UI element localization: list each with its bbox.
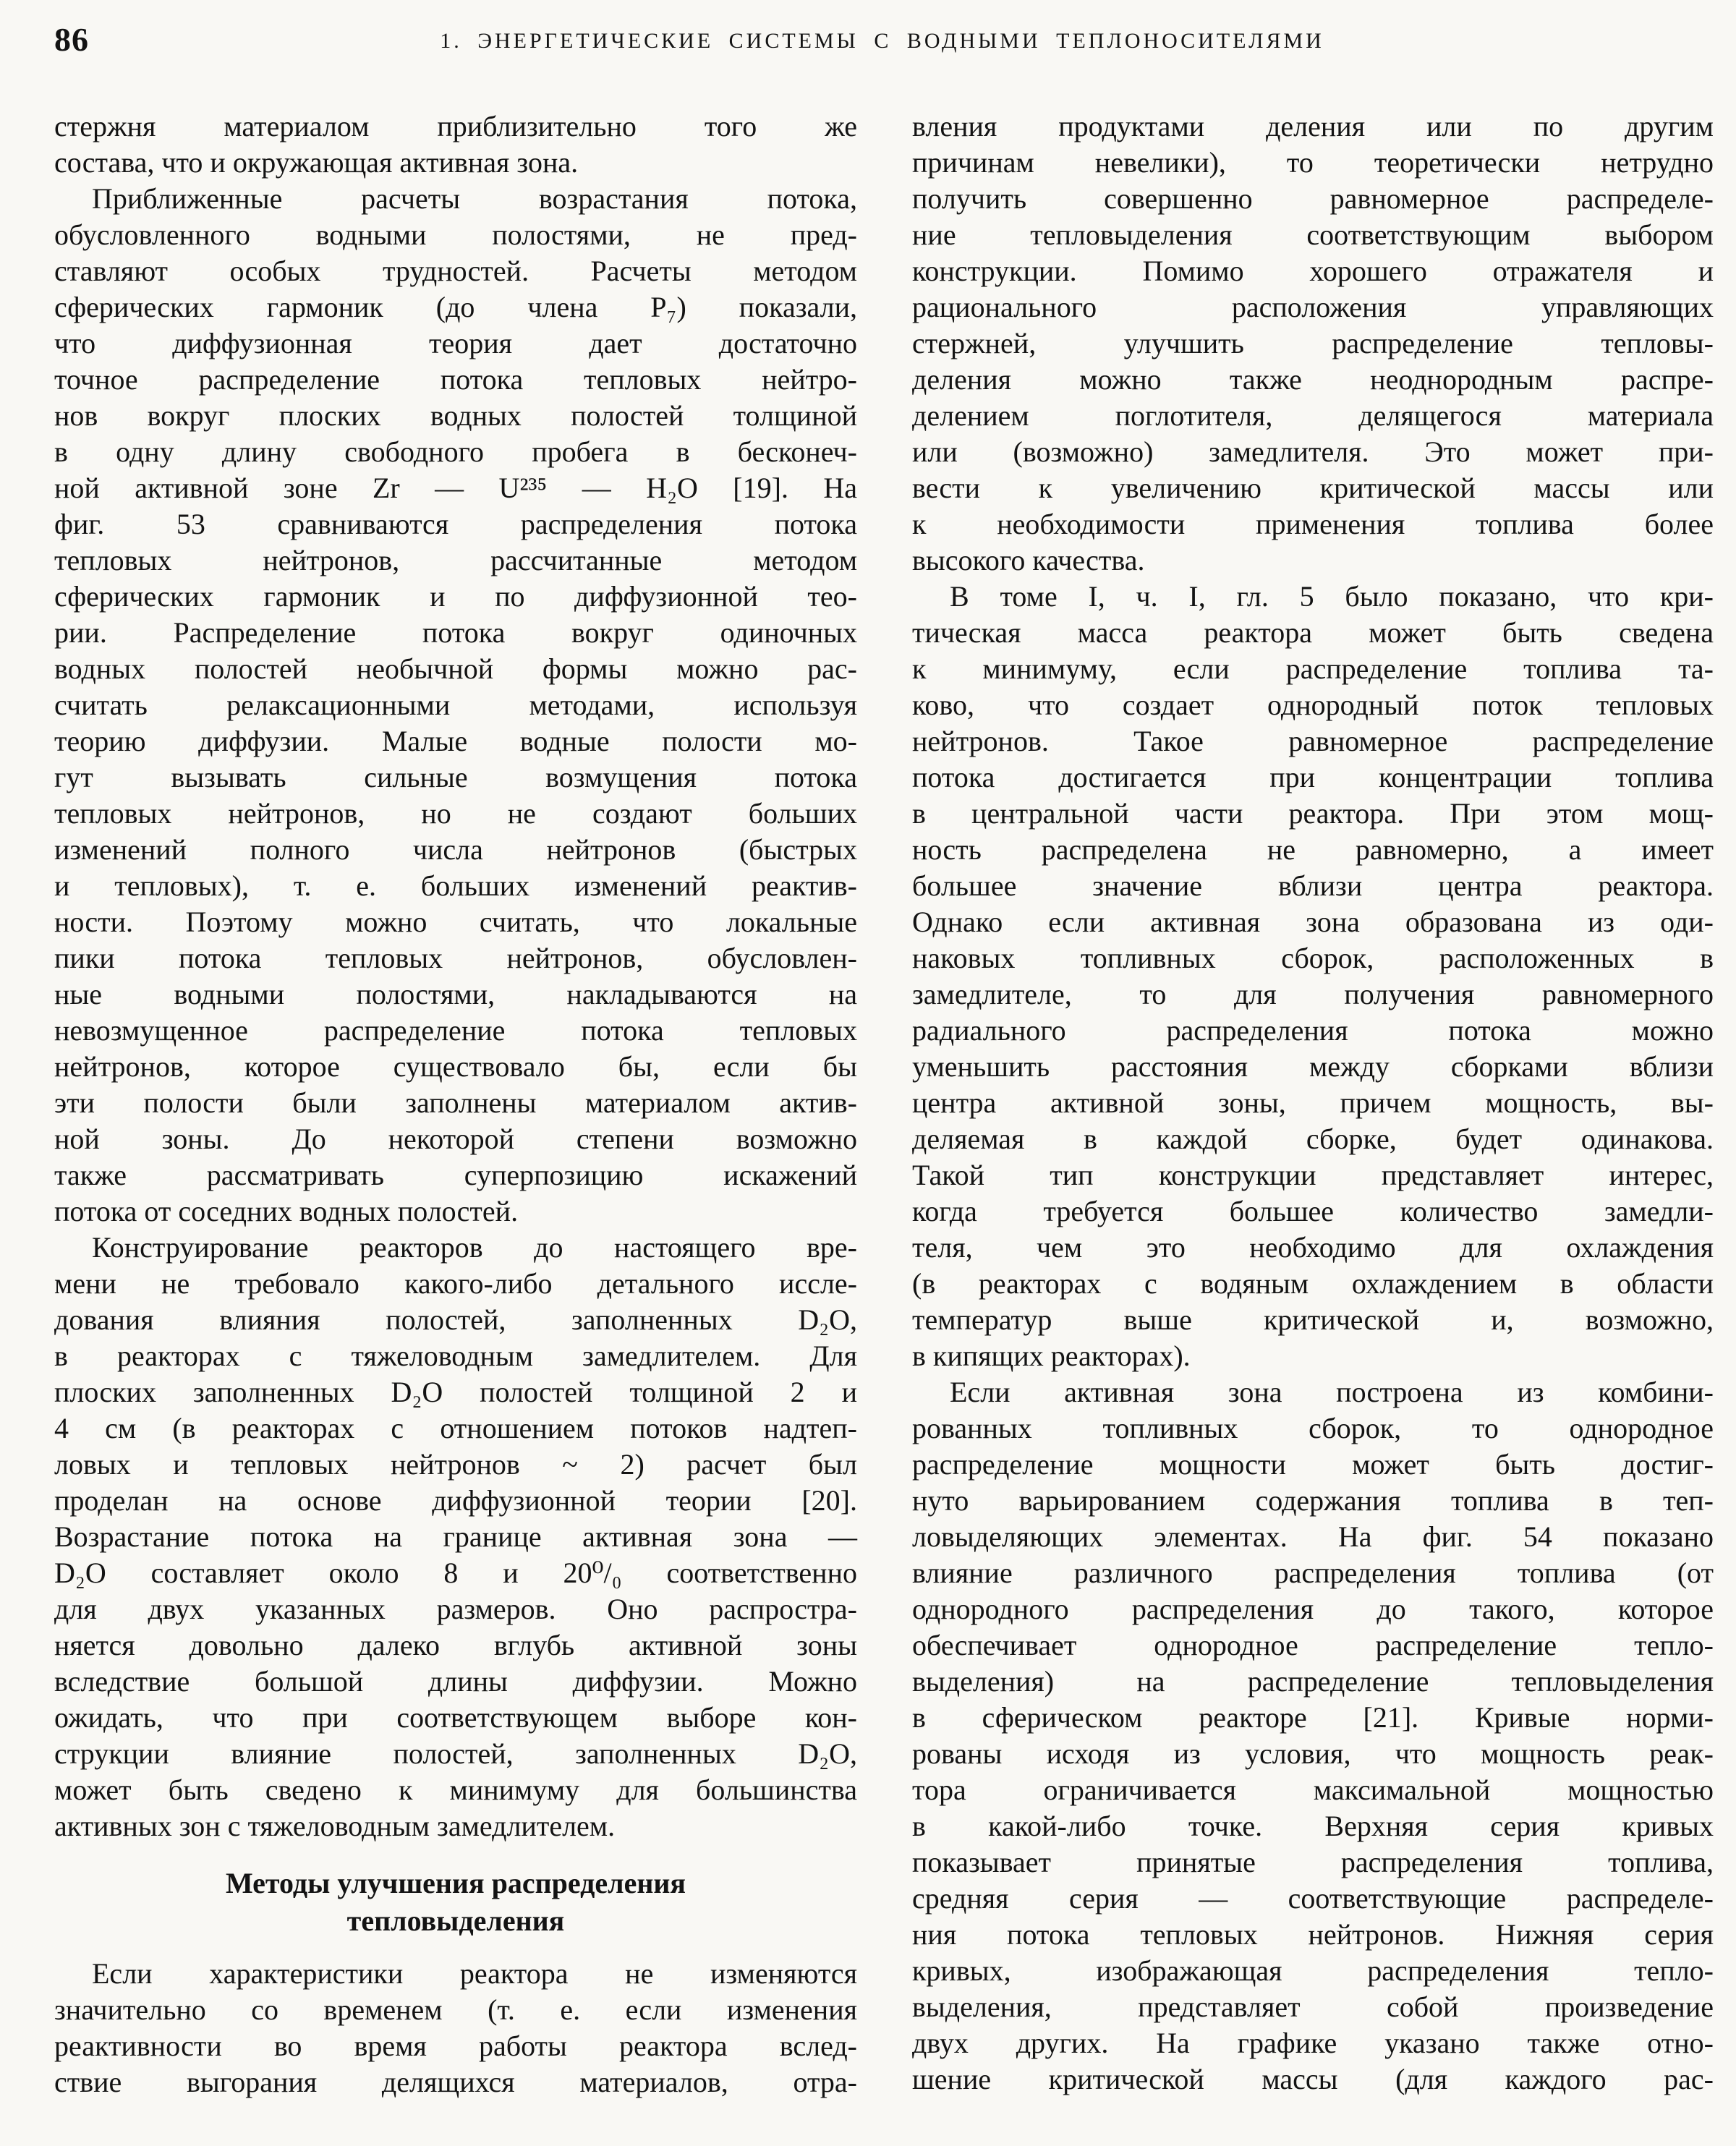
text-line: сферических гармоник и по диффузионной тео- <box>54 580 857 613</box>
text-line: выделения, представляет собой произведение <box>912 1990 1714 2023</box>
text-line: Приближенные расчеты возрастания потока, <box>92 182 857 215</box>
text-line: уменьшить расстояния между сборками вблизи <box>912 1050 1714 1083</box>
paragraph <box>912 579 1714 1374</box>
text-line: тепловых нейтронов, рассчитанные методом <box>54 544 857 576</box>
text-line: рованных топливных сборок, то однородное <box>912 1412 1714 1444</box>
text-line: к необходимости применения топлива более <box>912 508 1714 540</box>
text-line: выделения) на распределение тепловыделения <box>912 1665 1714 1698</box>
text-line: показывает принятые распределения топлива, <box>912 1846 1714 1878</box>
text-line: ставляют особых трудностей. Расчеты методом <box>54 255 857 287</box>
text-line: Возрастание потока на границе активная зона — <box>54 1520 857 1553</box>
text-line: няется довольно далеко вглубь активной зоны <box>54 1629 857 1661</box>
text-line: стержня материалом приблизительно того же <box>54 110 857 142</box>
paragraph <box>54 1956 857 2100</box>
text-line: 4 см (в реакторах с отношением потоков надтеп- <box>54 1412 857 1444</box>
text-line: вести к увеличению критической массы или <box>912 472 1714 504</box>
text-line: Если характеристики реактора не изменяются <box>92 1957 857 1990</box>
text-line: потока достигается при концентрации топлива <box>912 761 1714 793</box>
text-line: высокого качества. <box>912 544 1145 576</box>
text-line: тепловых нейтронов, но не создают больших <box>54 797 857 830</box>
text-line: или (возможно) замедлителя. Это может при- <box>912 435 1714 468</box>
text-line: в центральной части реактора. При этом мощ- <box>912 797 1714 830</box>
paragraph <box>912 1374 1714 2098</box>
text-line: обусловленного водными полостями, не пред- <box>54 218 857 251</box>
text-line: значительно со временем (т. е. если изменения <box>54 1993 857 2026</box>
text-line: D₂O составляет около 8 и 20⁰/₀ соответственно <box>54 1557 857 1589</box>
right-column <box>912 108 1714 2098</box>
text-line: В томе I, ч. I, гл. 5 было показано, что кри- <box>950 580 1714 613</box>
text-line: ние тепловыделения соответствующим выбором <box>912 218 1714 251</box>
text-line: получить совершенно равномерное распределе- <box>912 182 1714 215</box>
left-column <box>54 108 857 2100</box>
text-line: потока от соседних водных полостей. <box>54 1195 519 1227</box>
text-line: в реакторах с тяжеловодным замедлителем. Для <box>54 1340 857 1372</box>
text-line: к минимуму, если распределение топлива та- <box>912 652 1714 685</box>
text-line: плоских заполненных D₂O полостей толщиной 2 и <box>54 1376 857 1408</box>
text-line: обеспечивает однородное распределение тепло- <box>912 1629 1714 1661</box>
text-line: гут вызывать сильные возмущения потока <box>54 761 857 793</box>
text-line: замедлителе, то для получения равномерного <box>912 978 1714 1010</box>
text-line: активных зон с тяжеловодным замедлителем. <box>54 1810 616 1842</box>
text-line: теля, чем это необходимо для охлаждения <box>912 1231 1714 1264</box>
paragraph <box>912 108 1714 579</box>
text-line: распределение мощности может быть достиг- <box>912 1448 1714 1481</box>
text-line: ствие выгорания делящихся материалов, отра- <box>54 2066 857 2098</box>
text-line: фиг. 53 сравниваются распределения потока <box>54 508 857 540</box>
text-line: двух других. На графике указано также отно- <box>912 2027 1714 2059</box>
text-line: в какой-либо точке. Верхняя серия кривых <box>912 1810 1714 1842</box>
text-line: ловыделяющих элементах. На фиг. 54 показано <box>912 1520 1714 1553</box>
text-line: тическая масса реактора может быть сведена <box>912 616 1714 649</box>
text-line: Такой тип конструкции представляет интерес, <box>912 1159 1714 1191</box>
text-line: наковых топливных сборок, расположенных в <box>912 942 1714 974</box>
text-line: влияние различного распределения топлива (от <box>912 1557 1714 1589</box>
text-line: и тепловых), т. е. больших изменений реактив- <box>54 869 857 902</box>
text-line: сферических гармоник (до члена P₇) показали, <box>54 291 857 323</box>
text-line: (в реакторах с водяным охлаждением в области <box>912 1267 1714 1300</box>
text-line: стержней, улучшить распределение тепловы- <box>912 327 1714 359</box>
text-line: ной активной зоне Zr — U²³⁵ — H₂O [19]. На <box>54 472 857 504</box>
text-line: ность распределена не равномерно, а имеет <box>912 833 1714 866</box>
text-line: пики потока тепловых нейтронов, обусловлен- <box>54 942 857 974</box>
text-line: теорию диффузии. Малые водные полости мо- <box>54 725 857 757</box>
text-line: вследствие большой длины диффузии. Можно <box>54 1665 857 1698</box>
text-line: радиального распределения потока можно <box>912 1014 1714 1047</box>
text-line: для двух указанных размеров. Оно распростра- <box>54 1593 857 1625</box>
text-line: Однако если активная зона образована из оди- <box>912 906 1714 938</box>
paragraph <box>54 1230 857 1844</box>
text-line: конструкции. Помимо хорошего отражателя и <box>912 255 1714 287</box>
text-line: в кипящих реакторах). <box>912 1340 1191 1372</box>
text-line: в сферическом реакторе [21]. Кривые норми- <box>912 1701 1714 1734</box>
text-line: рованы исходя из условия, что мощность реак- <box>912 1737 1714 1770</box>
text-line: когда требуется большее количество замедли- <box>912 1195 1714 1227</box>
text-line: в одну длину свободного пробега в бесконеч- <box>54 435 857 468</box>
paragraph <box>54 181 857 1230</box>
text-line: нейтронов, которое существовало бы, если бы <box>54 1050 857 1083</box>
text-line: нейтронов. Такое равномерное распределение <box>912 725 1714 757</box>
text-line: кривых, изображающая распределения тепло- <box>912 1954 1714 1987</box>
text-line: точное распределение потока тепловых нейтро- <box>54 363 857 396</box>
text-line: ожидать, что при соответствующем выборе кон- <box>54 1701 857 1734</box>
text-line: также рассматривать суперпозицию искажений <box>54 1159 857 1191</box>
text-line: средняя серия — соответствующие распределе- <box>912 1882 1714 1915</box>
text-line: ния потока тепловых нейтронов. Нижняя серия <box>912 1918 1714 1951</box>
running-header: 1. ЭНЕРГЕТИЧЕСКИЕ СИСТЕМЫ С ВОДНЫМИ ТЕПЛОНОСИТЕЛЯМИ <box>440 29 1324 53</box>
text-line: невозмущенное распределение потока тепловых <box>54 1014 857 1047</box>
text-line: центра активной зоны, причем мощность, вы- <box>912 1086 1714 1119</box>
text-line: деления можно также неоднородным распре- <box>912 363 1714 396</box>
text-line: проделан на основе диффузионной теории [20]. <box>54 1484 857 1517</box>
text-line: изменений полного числа нейтронов (быстрых <box>54 833 857 866</box>
heading-line: тепловыделения <box>346 1904 565 1937</box>
text-line: струкции влияние полостей, заполненных D₂O, <box>54 1737 857 1770</box>
text-line: состава, что и окружающая активная зона. <box>54 146 579 179</box>
text-line: вления продуктами деления или по другим <box>912 110 1714 142</box>
text-line: эти полости были заполнены материалом актив- <box>54 1086 857 1119</box>
text-line: Если активная зона построена из комбини- <box>950 1376 1714 1408</box>
text-line: большее значение вблизи центра реактора. <box>912 869 1714 902</box>
text-line: ловых и тепловых нейтронов ~ 2) расчет был <box>54 1448 857 1481</box>
text-columns <box>54 108 1714 2100</box>
text-line: деляемая в каждой сборке, будет одинакова. <box>912 1123 1714 1155</box>
text-line: однородного распределения до такого, которое <box>912 1593 1714 1625</box>
text-line: ные водными полостями, накладываются на <box>54 978 857 1010</box>
page-number: 86 <box>54 21 89 58</box>
text-line: делением поглотителя, делящегося материала <box>912 399 1714 432</box>
text-line: рии. Распределение потока вокруг одиночных <box>54 616 857 649</box>
text-line: нов вокруг плоских водных полостей толщиной <box>54 399 857 432</box>
text-line: рационального расположения управляющих <box>912 291 1714 323</box>
section-heading <box>54 1865 857 1940</box>
text-line: может быть сведено к минимуму для большинства <box>54 1774 857 1806</box>
text-line: шение критической массы (для каждого рас- <box>912 2063 1714 2095</box>
text-line: Конструирование реакторов до настоящего вре- <box>92 1231 857 1264</box>
page-header <box>54 17 1710 75</box>
text-line: температур выше критической и, возможно, <box>912 1303 1714 1336</box>
text-line: что диффузионная теория дает достаточно <box>54 327 857 359</box>
text-line: ково, что создает однородный поток тепловых <box>912 689 1714 721</box>
text-line: тора ограничивается максимальной мощностью <box>912 1774 1714 1806</box>
text-line: мени не требовало какого-либо детального иссле- <box>54 1267 857 1300</box>
text-line: водных полостей необычной формы можно рас- <box>54 652 857 685</box>
text-line: дования влияния полостей, заполненных D₂O, <box>54 1303 857 1336</box>
text-line: реактивности во время работы реактора вслед- <box>54 2030 857 2062</box>
text-line: причинам невелики), то теоретически нетрудно <box>912 146 1714 179</box>
text-line: ной зоны. До некоторой степени возможно <box>54 1123 857 1155</box>
heading-line: Методы улучшения распределения <box>225 1867 686 1899</box>
text-line: ности. Поэтому можно считать, что локальные <box>54 906 857 938</box>
paragraph <box>54 108 857 181</box>
text-line: считать релаксационными методами, используя <box>54 689 857 721</box>
text-line: нуто варьированием содержания топлива в теп- <box>912 1484 1714 1517</box>
